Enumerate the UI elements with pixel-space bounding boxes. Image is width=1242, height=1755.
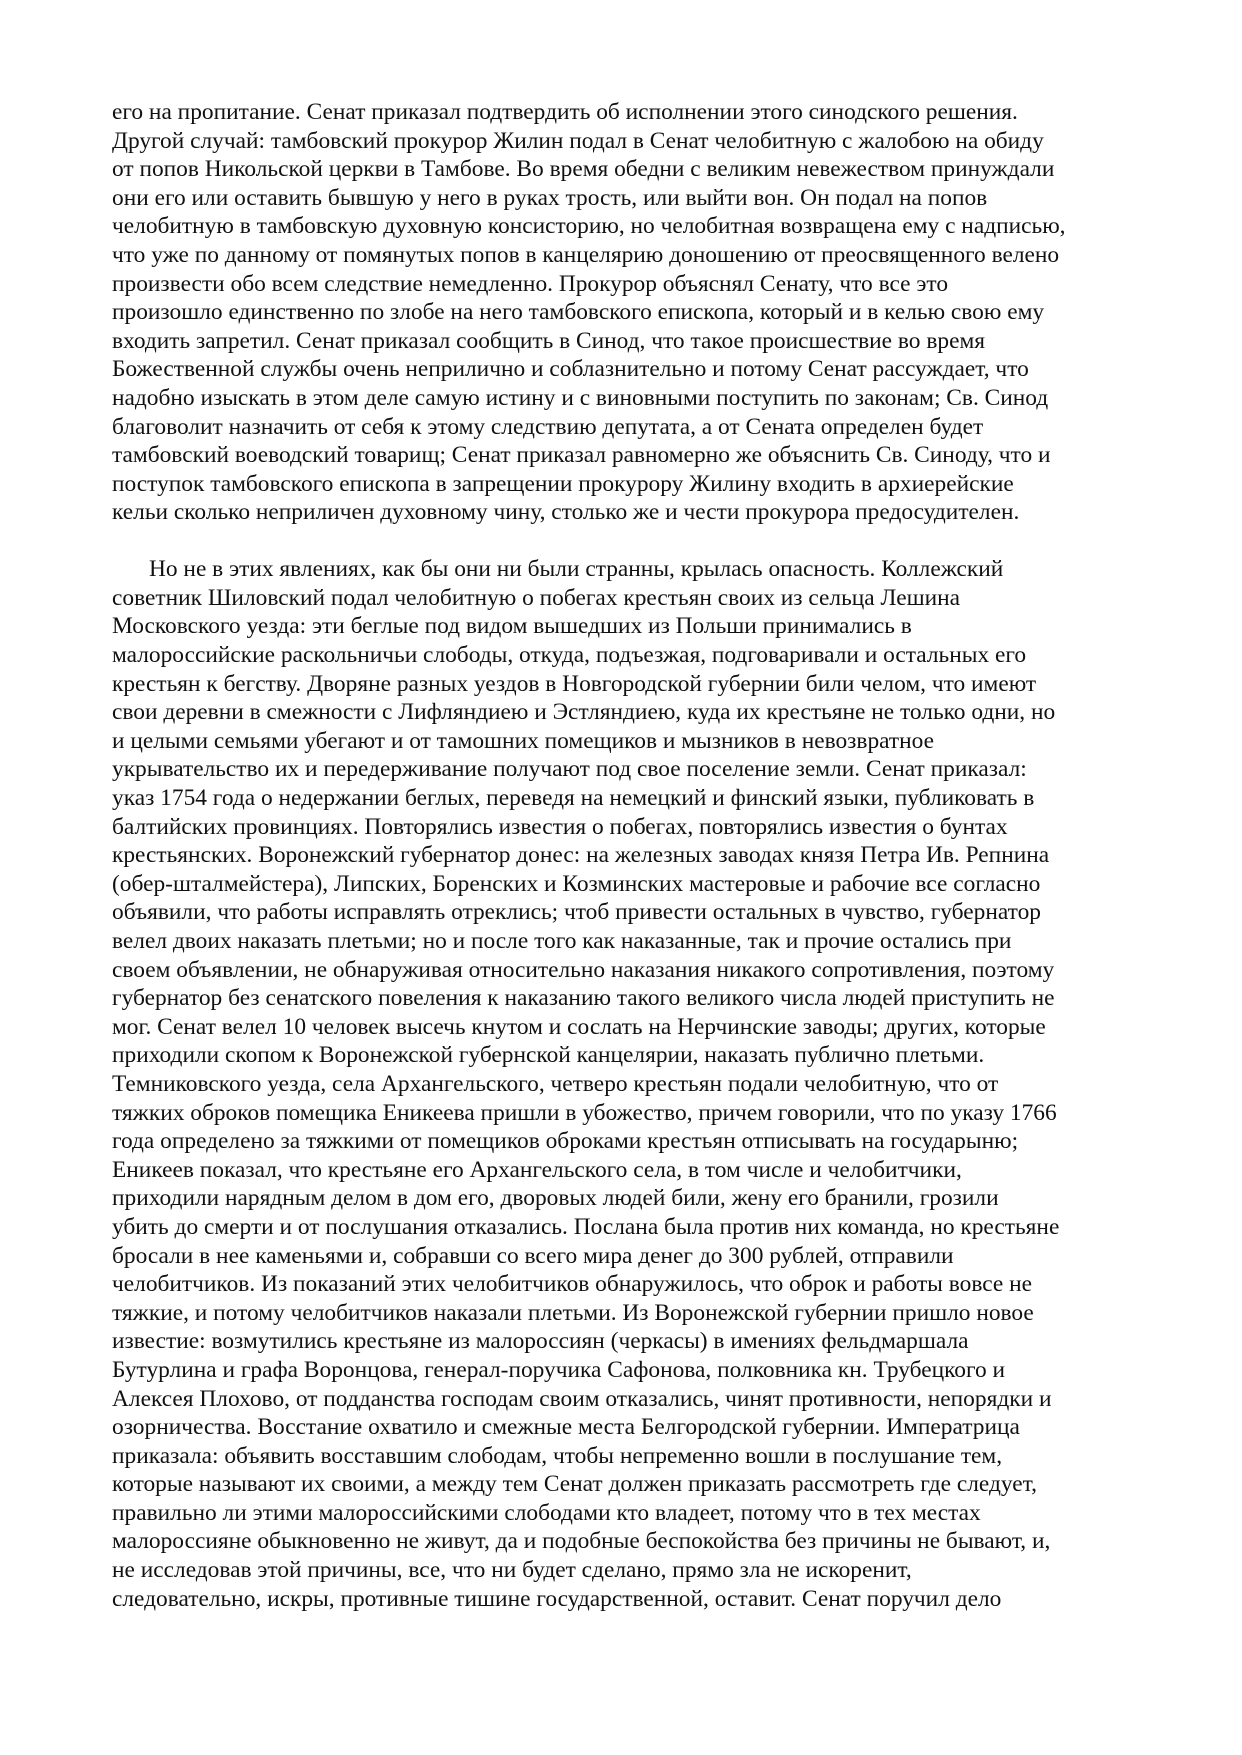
text-line: велел двоих наказать плетьми; но и после того как наказанные, так и прочие остались при [112, 928, 1012, 955]
text-line: малороссийские раскольничьи слободы, откуда, подъезжая, подговаривали и остальных его [112, 642, 1027, 669]
text-line: кельи сколько неприличен духовному чину, столько же и чести прокурора предосудителен. [112, 499, 1020, 526]
text-line: произошло единственно по злобе на него тамбовского епископа, который и в келью свою ему [112, 299, 1045, 326]
text-line: указ 1754 года о недержании беглых, переведя на немецкий и финский языки, публиковать в [112, 785, 1035, 812]
text-line: озорничества. Восстание охватило и смежные места Белгородской губернии. Императрица [112, 1414, 1020, 1441]
text-line: тяжких оброков помещика Еникеева пришли в убожество, причем говорили, что по указу 1766 [112, 1099, 1057, 1126]
paragraph-spacer [112, 527, 1142, 555]
text-line: челобитную в тамбовскую духовную консисторию, но челобитная возвращена ему с надписью, [112, 213, 1066, 240]
paragraph-1 [112, 98, 1142, 527]
text-line: крестьян к бегству. Дворяне разных уездов в Новгородской губернии били челом, что имеют [112, 670, 1037, 697]
text-line: советник Шиловский подал челобитную о побегах крестьян своих из сельца Лешина [112, 584, 961, 611]
text-line: от попов Никольской церкви в Тамбове. Во время обедни с великим невежеством принуждали [112, 156, 1055, 183]
text-line: крестьянских. Воронежский губернатор донес: на железных заводах князя Петра Ив. Репнина [112, 842, 1050, 869]
text-line: Еникеев показал, что крестьяне его Архангельского села, в том числе и челобитчики, [112, 1156, 962, 1183]
text-line: поступок тамбовского епископа в запрещении прокурору Жилину входить в архиерейские [112, 470, 1014, 497]
text-line: Московского уезда: эти беглые под видом вышедших из Польши принимались в [112, 613, 912, 640]
text-line: Алексея Плохово, от подданства господам своим отказались, чинят противности, непорядки и [112, 1385, 1052, 1412]
text-line: приходили нарядным делом в дом его, дворовых людей били, жену его бранили, грозили [112, 1185, 999, 1212]
text-line: известие: возмутились крестьяне из малороссиян (черкасы) в имениях фельдмаршала [112, 1328, 969, 1355]
text-line: балтийских провинциях. Повторялись известия о побегах, повторялись известия о бунтах [112, 813, 1008, 840]
text-line: входить запретил. Сенат приказал сообщить в Синод, что такое происшествие во время [112, 327, 986, 354]
text-line: года определено за тяжкими от помещиков оброками крестьян отписывать на государыню; [112, 1128, 1019, 1155]
text-line: мог. Сенат велел 10 человек высечь кнутом и сослать на Нерчинские заводы; других, которые [112, 1013, 1046, 1040]
text-line: Темниковского уезда, села Архангельского, четверо крестьян подали челобитную, что от [112, 1070, 999, 1097]
text-line: приказала: объявить восставшим слободам, чтобы непременно вошли в послушание тем, [112, 1442, 1003, 1469]
text-line: благоволит назначить от себя к этому следствию депутата, а от Сената определен будет [112, 413, 984, 440]
text-line: они его или оставить бывшую у него в руках трость, или выйти вон. Он подал на попов [112, 184, 988, 211]
text-line: следовательно, искры, противные тишине государственной, оставит. Сенат поручил дело [112, 1585, 1002, 1612]
text-line: надобно изыскать в этом деле самую истину и с виновными поступить по законам; Св. Синод [112, 384, 1049, 411]
text-line: Другой случай: тамбовский прокурор Жилин подал в Сенат челобитную с жалобою на обиду [112, 127, 1044, 154]
text-line: своем объявлении, не обнаруживая относительно наказания никакого сопротивления, поэтому [112, 956, 1055, 983]
text-line: его на пропитание. Сенат приказал подтвердить об исполнении этого синодского решения. [112, 99, 1018, 125]
text-line: тяжкие, и потому челобитчиков наказали плетьми. Из Воронежской губернии пришло новое [112, 1299, 1034, 1326]
text-line: укрывательство их и передерживание получают под свое поселение земли. Сенат приказал: [112, 756, 1027, 783]
text-line: не исследовав этой причины, все, что ни будет сделано, прямо зла не искоренит, [112, 1557, 912, 1584]
text-line: Бутурлина и графа Воронцова, генерал-поручика Сафонова, полковника кн. Трубецкого и [112, 1356, 1006, 1383]
text-line: Божественной службы очень неприлично и соблазнительно и потому Сенат рассуждает, что [112, 356, 1029, 383]
text-line: убить до смерти и от послушания отказались. Послана была против них команда, но крестьяне [112, 1213, 1060, 1240]
text-line: малороссияне обыкновенно не живут, да и подобные беспокойства без причины не бывают, и, [112, 1528, 1051, 1555]
paragraph-2 [112, 555, 1142, 1613]
text-line: объявили, что работы исправлять отреклись; чтоб привести остальных в чувство, губернатор [112, 899, 1041, 926]
text-line: губернатор без сенатского повеления к наказанию такого великого числа людей приступить не [112, 985, 1055, 1012]
text-line: бросали в нее каменьями и, собравши со всего мира денег до 300 рублей, отправили [112, 1242, 954, 1269]
text-line: правильно ли этими малороссийскими слободами кто владеет, потому что в тех местах [112, 1499, 981, 1526]
text-line: приходили скопом к Воронежской губернской канцелярии, наказать публично плетьми. [112, 1042, 985, 1069]
text-line: челобитчиков. Из показаний этих челобитчиков обнаружилось, что оброк и работы вовсе не [112, 1271, 1033, 1298]
text-line: которые называют их своими, а между тем Сенат должен приказать рассмотреть где следует, [112, 1471, 1037, 1498]
text-line: свои деревни в смежности с Лифляндиею и Эстляндиею, куда их крестьяне не только одни, но [112, 699, 1056, 726]
text-line: тамбовский воеводский товарищ; Сенат приказал равномерно же объяснить Св. Синоду, что и [112, 442, 1051, 469]
text-line: и целыми семьями убегают и от тамошних помещиков и мызников в невозвратное [112, 727, 935, 754]
text-line: произвести обо всем следствие немедленно. Прокурор объяснял Сенату, что все это [112, 270, 949, 297]
text-line: (обер-шталмейстера), Липских, Боренских и Козминских мастеровые и рабочие все согласно [112, 870, 1041, 897]
text-line: что уже по данному от помянутых попов в канцелярию доношению от преосвященного велено [112, 241, 1060, 268]
document-page [112, 98, 1142, 1613]
text-line: Но не в этих явлениях, как бы они ни были странны, крылась опасность. Коллежский [149, 556, 1004, 583]
